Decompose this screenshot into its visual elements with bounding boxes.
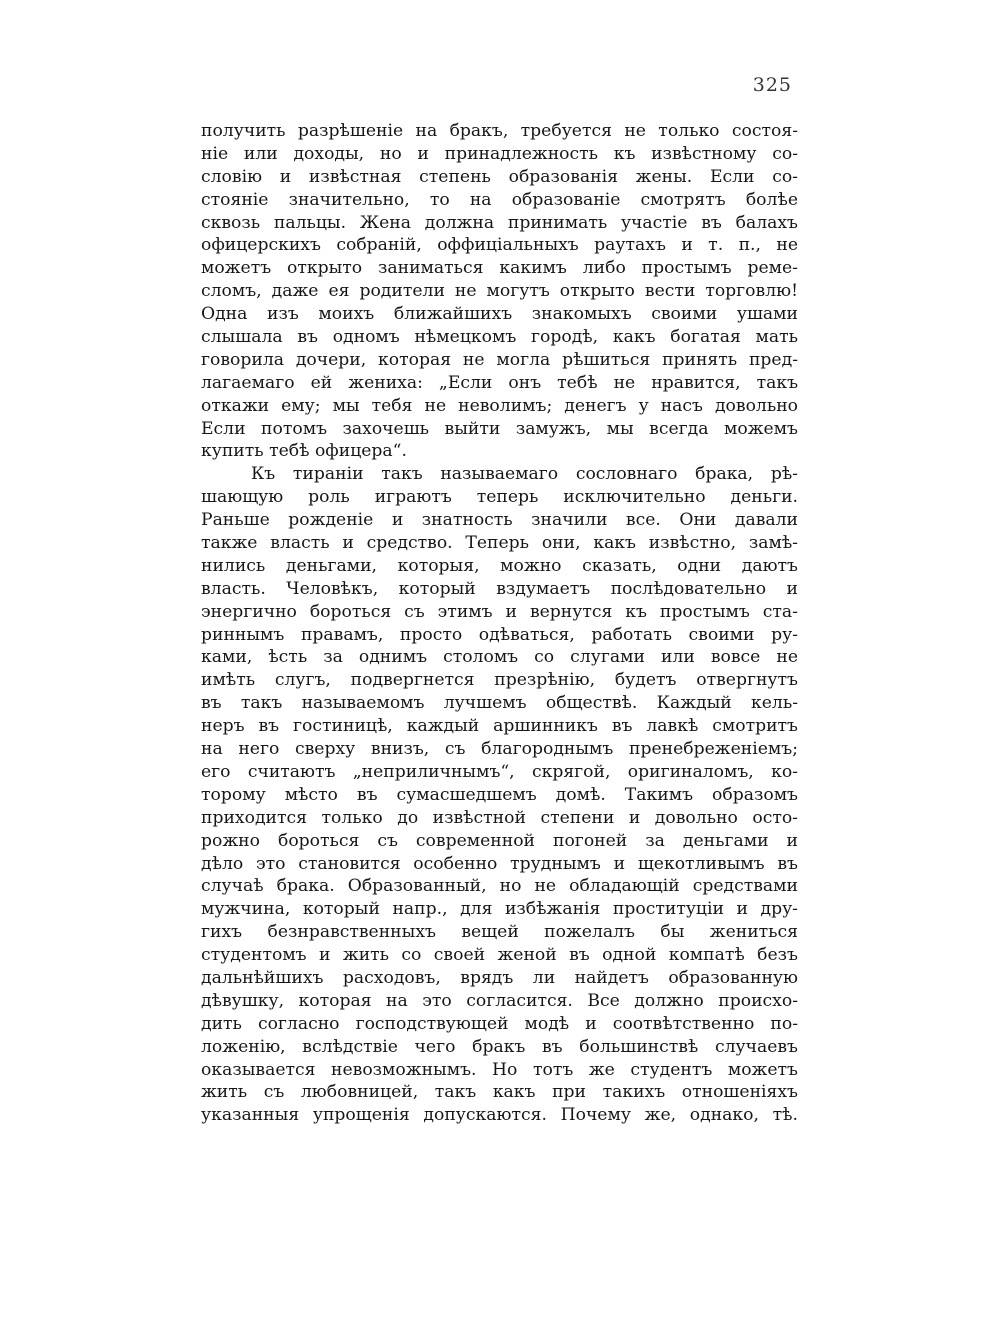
text-line: неръ въ гостиницѣ, каждый аршинникъ въ лавкѣ смотритъ — [201, 716, 798, 737]
text-line: Раньше рожденіе и знатность значили все. Они давали — [201, 510, 798, 531]
text-line: можетъ открыто заниматься какимъ либо простымъ реме- — [201, 258, 798, 279]
text-line: Если потомъ захочешь выйти замужъ, мы всегда можемъ — [201, 418, 798, 439]
text-line: дѣло это становится особенно труднымъ и щекотливымъ въ — [201, 853, 798, 874]
text-line: словію и извѣстная степень образованія жены. Если со- — [201, 166, 798, 187]
text-line: сломъ, даже ея родители не могутъ открыто вести торговлю! — [201, 281, 798, 302]
text-line: указанныя упрощенія допускаются. Почему же, однако, тѣ. — [201, 1105, 798, 1126]
text-line: также власть и средство. Теперь они, какъ извѣстно, замѣ- — [201, 533, 798, 554]
text-line: риннымъ правамъ, просто одѣваться, работать своими ру- — [201, 624, 798, 645]
text-line: его считаютъ „неприличнымъ“, скрягой, оригиналомъ, ко- — [201, 761, 798, 782]
text-line: случаѣ брака. Образованный, но не обладающій средствами — [201, 876, 798, 897]
text-line: шающую роль играютъ теперь исключительно деньги. — [201, 487, 798, 508]
text-line: дальнѣйшихъ расходовъ, врядъ ли найдетъ образованную — [201, 967, 798, 988]
text-line: дить согласно господствующей модѣ и соотвѣтственно по- — [201, 1013, 798, 1034]
text-line: власть. Человѣкъ, который вздумаетъ послѣдовательно и — [201, 578, 798, 599]
text-line: ками, ѣсть за однимъ столомъ со слугами или вовсе не — [201, 647, 798, 668]
text-line: нились деньгами, которыя, можно сказать, одни даютъ — [201, 555, 798, 576]
text-line: на него сверху внизъ, съ благороднымъ пренебреженіемъ; — [201, 739, 798, 760]
text-line: энергично бороться съ этимъ и вернутся къ простымъ ста- — [201, 601, 798, 622]
text-line: рожно бороться съ современной погоней за деньгами и — [201, 830, 798, 851]
text-line: оказывается невозможнымъ. Но тотъ же студентъ можетъ — [201, 1059, 798, 1080]
text-line: торому мѣсто въ сумасшедшемъ домѣ. Такимъ образомъ — [201, 784, 798, 805]
paragraph-1 — [201, 120, 798, 463]
text-line: лагаемаго ей жениха: „Если онъ тебѣ не нравится, такъ — [201, 372, 798, 393]
text-line: Одна изъ моихъ ближайшихъ знакомыхъ своими ушами — [201, 304, 798, 325]
text-line: ложенію, вслѣдствіе чего бракъ въ большинствѣ случаевъ — [201, 1036, 798, 1057]
text-line: стояніе значительно, то на образованіе смотрятъ болѣе — [201, 189, 798, 210]
main-text — [201, 120, 798, 1127]
text-line: ніе или доходы, но и принадлежность къ извѣстному со- — [201, 143, 798, 164]
paragraph-2 — [201, 463, 798, 1127]
text-line: откажи ему; мы тебя не неволимъ; денегъ у насъ довольно — [201, 395, 798, 416]
text-line: сквозь пальцы. Жена должна принимать участіе въ балахъ — [201, 212, 798, 233]
text-line: офицерскихъ собраній, оффиціальныхъ раутахъ и т. п., не — [201, 235, 798, 256]
page-number: 325 — [752, 74, 792, 96]
text-line: дѣвушку, которая на это согласится. Все должно происхо- — [201, 990, 798, 1011]
text-line: мужчина, который напр., для избѣжанія проституціи и дру- — [201, 899, 798, 920]
text-line: въ такъ называемомъ лучшемъ обществѣ. Каждый кель- — [201, 693, 798, 714]
text-line: имѣть слугъ, подвергнется презрѣнію, будетъ отвергнутъ — [201, 670, 798, 691]
text-line: слышала въ одномъ нѣмецкомъ городѣ, какъ богатая мать — [201, 327, 798, 348]
text-line: приходится только до извѣстной степени и довольно осто- — [201, 807, 798, 828]
text-line: гихъ безнравственныхъ вещей пожелалъ бы жениться — [201, 922, 798, 943]
text-line: говорила дочери, которая не могла рѣшиться принять пред- — [201, 349, 798, 370]
text-line: получить разрѣшеніе на бракъ, требуется не только состоя- — [201, 121, 798, 141]
text-line: купить тебѣ офицера“. — [201, 441, 407, 462]
text-line: студентомъ и жить со своей женой въ одной компатѣ безъ — [201, 945, 798, 966]
text-line: Къ тираніи такъ называемаго сословнаго брака, рѣ- — [251, 464, 798, 485]
text-line: жить съ любовницей, такъ какъ при такихъ отношеніяхъ — [201, 1082, 798, 1103]
